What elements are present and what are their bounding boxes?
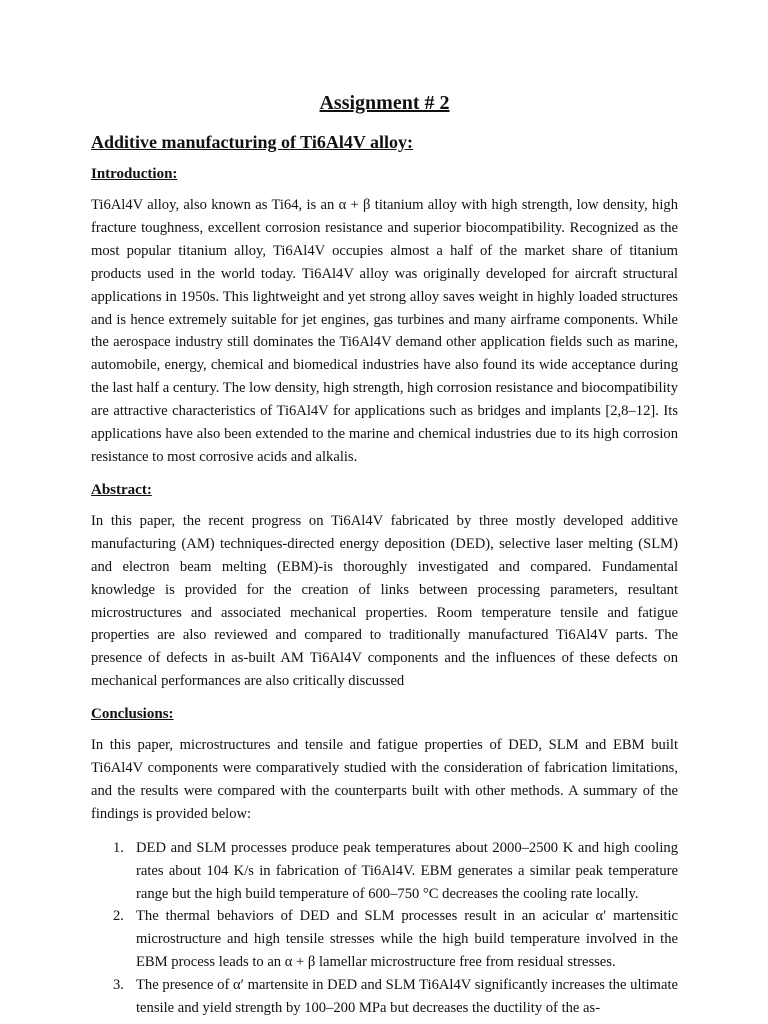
finding-item [91,837,678,906]
finding-number: 3. [113,977,124,994]
finding-text: The thermal behaviors of DED and SLM processes result in an acicular α′ martensitic microstructure and high tensile stresses while the high build temperature involved in the EBM process leads to an α + β lamellar microstructure free from residual stresses. [136,908,678,971]
introduction-heading: Introduction: [91,166,178,182]
finding-text: DED and SLM processes produce peak temperatures about 2000–2500 K and high cooling rates about 104 K/s in fabrication of Ti6Al4V. EBM generates a similar peak temperature range but the high build temperature of 600–750 °C decreases the cooling rate locally. [136,839,678,902]
conclusions-heading: Conclusions: [91,706,174,723]
finding-item [91,905,678,974]
conclusions-paragraph: In this paper, microstructures and tensile and fatigue properties of DED, SLM and EBM built Ti6Al4V components were comparatively studied with the consideration of fabrication limitations, and the results were compared with the counterparts built with other methods. A summary of the findings is provided below: [91,737,678,822]
document-subtitle: Additive manufacturing of Ti6Al4V alloy: [91,132,414,152]
document-title: Assignment # 2 [319,92,450,114]
finding-item [91,974,678,1020]
finding-number: 2. [113,908,124,925]
findings-list [91,837,678,1020]
introduction-paragraph: Ti6Al4V alloy, also known as Ti64, is an α + β titanium alloy with high strength, low density, high fracture toughness, excellent corrosion resistance and superior biocompatibility. Recognized as the most popular titanium alloy, Ti6Al4V occupies almost a half of the market share of titanium products used in the world today. Ti6Al4V alloy was originally developed for aircraft structural applications in 1950s. This lightweight and yet strong alloy saves weight in highly loaded structures and is hence extremely suitable for jet engines, gas turbines and many airframe components. While the aerospace industry still dominates the Ti6Al4V demand other application fields such as marine, automobile, energy, chemical and biomedical industries have also found its wide acceptance during the last half a century. The low density, high strength, high corrosion resistance and biocompatibility are attractive characteristics of Ti6Al4V for applications such as bridges and implants [2,8–12]. Its applications have also been extended to the marine and chemical industries due to its high corrosion resistance to most corrosive acids and alkalis. [91,197,678,465]
abstract-paragraph: In this paper, the recent progress on Ti6Al4V fabricated by three mostly developed additive manufacturing (AM) techniques-directed energy deposition (DED), selective laser melting (SLM) and electron beam melting (EBM)-is thoroughly investigated and compared. Fundamental knowledge is provided for the creation of links between processing parameters, resultant microstructures and associated mechanical properties. Room temperature tensile and fatigue properties are also reviewed and compared to traditionally manufactured Ti6Al4V parts. The presence of defects in as-built AM Ti6Al4V components and the influences of these defects on mechanical performances are also critically discussed [91,512,678,690]
finding-text: The presence of α′ martensite in DED and SLM Ti6Al4V significantly increases the ultimate tensile and yield strength by 100–200 MPa but decreases the ductility of the as- [136,977,678,1017]
abstract-heading: Abstract: [91,481,152,498]
finding-number: 1. [113,839,124,856]
